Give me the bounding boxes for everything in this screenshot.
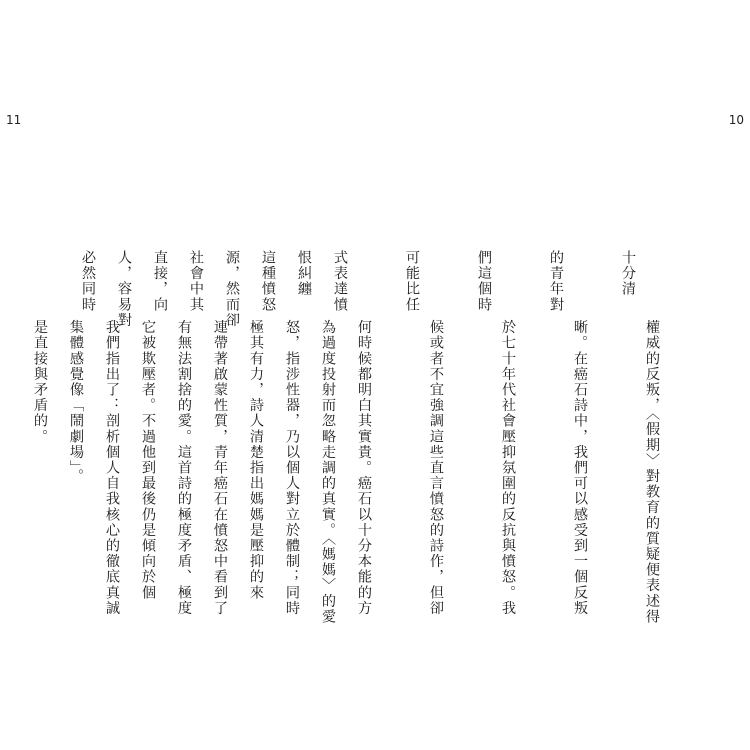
text-line: 極其有力，詩人清楚指出媽媽是壓抑的來源，然而卻 (224, 250, 264, 601)
text-line: 怒，指涉性器，乃以個人對立於體制；同時這種憤怒 (260, 250, 300, 617)
page-number-right: 10 (728, 113, 744, 127)
text-line: 權威的反叛，〈假期〉對教育的質疑便表述得十分清 (620, 250, 660, 625)
text-line: 我們指出了：剖析個人自我核心的徹底真誠必然同時 (80, 250, 120, 617)
text-line: 是直接與矛盾的。 (32, 319, 48, 445)
text-line: 連帶著啟蒙性質，青年癌石在憤怒中看到了社會中其 (188, 250, 228, 617)
text-line: 為過度投射而忽略走調的真實。〈媽媽〉的愛恨糾纏 (296, 250, 336, 625)
text-line: 於七十年代社會壓抑氛圍的反抗與憤怒。我們這個時 (476, 250, 516, 617)
text-line: 候或者不宜強調這些直言憤怒的詩作，但卻可能比任 (404, 250, 444, 617)
text-line: 它被欺壓者。不過他到最後仍是傾向於個人，容易對 (116, 250, 156, 601)
text-line: 晰。在癌石詩中，我們可以感受到一個反叛的青年對 (548, 250, 588, 617)
text-line: 集體感覺像「鬧劇場」。 (68, 319, 84, 485)
page-number-left: 11 (6, 113, 22, 127)
text-line: 何時候都明白其實貴。癌石以十分本能的方式表達憤 (332, 250, 372, 617)
left-paragraph-1 (4, 250, 364, 625)
text-line: 有無法割捨的愛。這首詩的極度矛盾、極度直接，向 (152, 250, 192, 617)
